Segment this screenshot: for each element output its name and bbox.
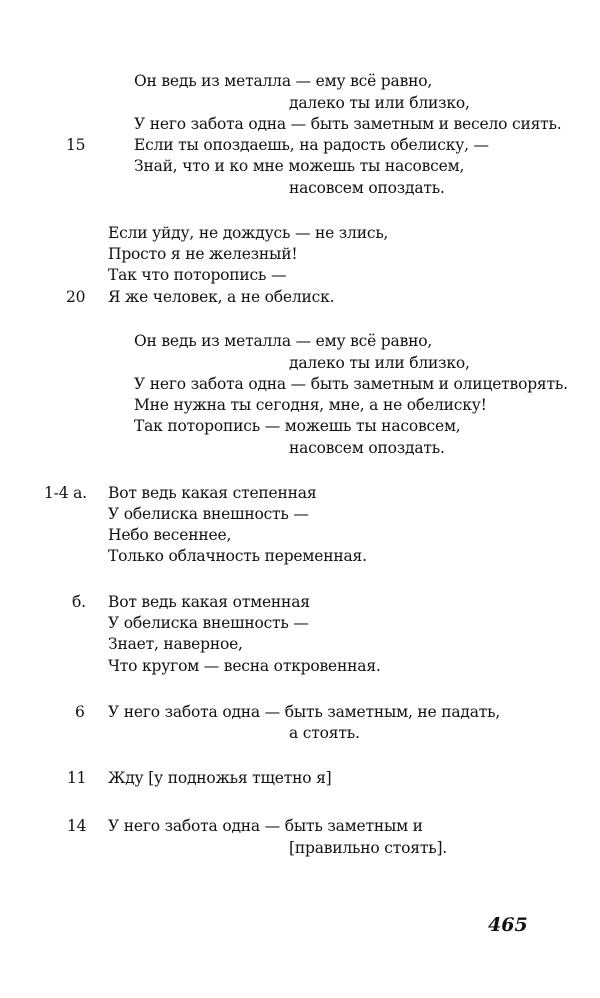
stanza-1-line-1: Он ведь из металла — ему всё равно, (134, 72, 433, 90)
variant-label-b: б. (72, 593, 86, 611)
stanza-1-line-6: насовсем опоздать. (289, 179, 445, 197)
variant-6-line-1: У него забота одна — быть заметным, не падать, (108, 703, 501, 721)
stanza-1-line-4: Если ты опоздаешь, на радость обелиску, — (134, 136, 489, 154)
stanza-2-line-2: Просто я не железный! (108, 245, 298, 263)
variant-label-6: 6 (75, 703, 85, 721)
variant-label-11: 11 (67, 769, 87, 787)
stanza-1-line-5: Знай, что и ко мне можешь ты насовсем, (134, 157, 465, 175)
variant-11-line-1: Жду [у подножья тщетно я] (108, 769, 332, 787)
variant-a-line-2: У обелиска внешность — (108, 505, 309, 523)
variant-b-line-3: Знает, наверное, (108, 635, 243, 653)
variant-a-line-1: Вот ведь какая степенная (108, 484, 317, 502)
variant-label-14: 14 (67, 817, 87, 835)
stanza-2-line-1: Если уйду, не дождусь — не злись, (108, 224, 389, 242)
stanza-2-line-3: Так что поторопись — (108, 266, 287, 284)
stanza-3-line-6: насовсем опоздать. (289, 439, 445, 457)
variant-a-line-4: Только облачность переменная. (108, 547, 367, 565)
variant-6-line-2: а стоять. (289, 724, 360, 742)
stanza-3-line-2: далеко ты или близко, (289, 354, 470, 372)
page-number: 465 (488, 914, 528, 936)
line-number-20: 20 (66, 288, 86, 306)
stanza-1-line-2: далеко ты или близко, (289, 94, 470, 112)
variant-14-line-1: У него забота одна — быть заметным и (108, 817, 423, 835)
stanza-3-line-4: Мне нужна ты сегодня, мне, а не обелиску! (134, 396, 487, 414)
variant-14-line-2: [правильно стоять]. (289, 839, 448, 857)
line-number-15: 15 (66, 136, 86, 154)
variant-b-line-4: Что кругом — весна откровенная. (108, 657, 381, 675)
stanza-3-line-3: У него забота одна — быть заметным и олицетворять. (134, 375, 568, 393)
variant-b-line-1: Вот ведь какая отменная (108, 593, 310, 611)
variant-a-line-3: Небо весеннее, (108, 526, 232, 544)
variant-b-line-2: У обелиска внешность — (108, 614, 309, 632)
stanza-3-line-1: Он ведь из металла — ему всё равно, (134, 332, 433, 350)
stanza-1-line-3: У него забота одна — быть заметным и весело сиять. (134, 115, 562, 133)
stanza-3-line-5: Так поторопись — можешь ты насовсем, (134, 417, 461, 435)
stanza-2-line-4: Я же человек, а не обелиск. (108, 288, 335, 306)
variant-label-1-4-a: 1-4 а. (44, 484, 87, 502)
